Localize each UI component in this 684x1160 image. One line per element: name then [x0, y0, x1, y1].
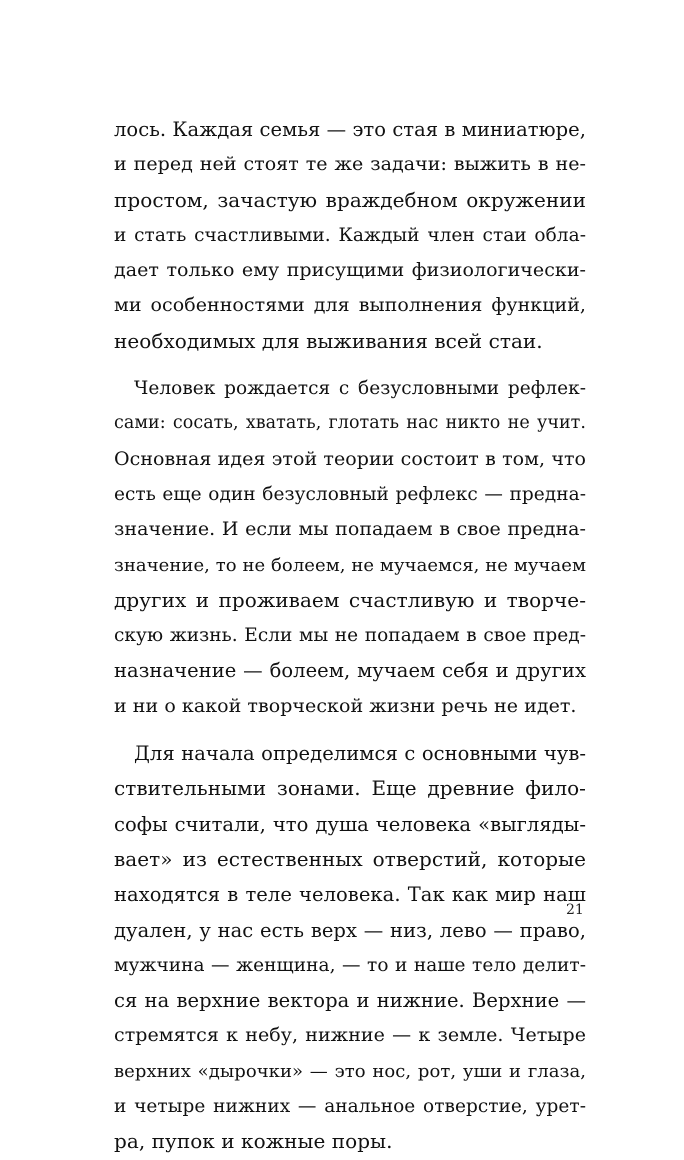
text-line: простом, зачастую враждебном окружении — [114, 187, 586, 212]
text-line: ствительными зонами. Еще древние фило- — [114, 776, 586, 801]
text-line: Человек рождается с безусловными рефлек- — [134, 378, 586, 400]
paragraph-gap — [114, 359, 586, 371]
text-line: сами: сосать, хватать, глотать нас никто не учит. — [114, 413, 586, 434]
text-line: Основная идея этой теории состоит в том, что — [114, 447, 586, 470]
text-line: скую жизнь. Если мы не попадаем в свое пред- — [114, 625, 586, 647]
text-line: лось. Каждая семья — это стая в миниатюре, — [114, 118, 586, 141]
text-line: ся на верхние вектора и нижние. Верхние — — [114, 989, 586, 1013]
text-line: ра, пупок и кожные поры. — [114, 1129, 393, 1154]
text-line: других и проживаем счастливую и творче- — [114, 587, 586, 612]
text-line: необходимых для выживания всей стаи. — [114, 328, 543, 353]
text-line: Для начала определимся с основными чув- — [134, 742, 586, 766]
text-line: значение, то не болеем, не мучаемся, не мучаем — [114, 554, 586, 576]
text-line: находятся в теле человека. Так как мир наш — [114, 883, 586, 907]
text-line: и четыре нижних — анальное отверстие, урет- — [114, 1096, 586, 1118]
text-line: верхних «дырочки» — это нос, рот, уши и глаза, — [114, 1060, 586, 1082]
text-line: дуален, у нас есть верх — низ, лево — право, — [114, 918, 586, 942]
text-line: значение. И если мы попадаем в свое предна- — [114, 518, 586, 541]
text-line: дает только ему присущими физиологически- — [114, 259, 586, 282]
text-line: и стать счастливыми. Каждый член стаи обла- — [114, 224, 586, 246]
page-number: 21 — [566, 902, 584, 918]
text-line: и перед ней стоят те же задачи: выжить в не- — [114, 153, 586, 176]
text-line: софы считали, что душа человека «выгляды- — [114, 812, 586, 836]
text-line: назначение — болеем, мучаем себя и других — [114, 659, 586, 683]
body-text — [114, 112, 586, 1160]
text-line: вает» из естественных отверстий, которые — [114, 846, 586, 871]
text-line: мужчина — женщина, — то и наше тело делит- — [114, 954, 586, 976]
text-line: стремятся к небу, нижние — к земле. Четыре — [114, 1024, 586, 1047]
text-line: и ни о какой творческой жизни речь не идет. — [114, 694, 577, 717]
text-line: ми особенностями для выполнения функций, — [114, 294, 586, 317]
paragraph-gap — [114, 724, 586, 736]
text-line: есть еще один безусловный рефлекс — предна- — [114, 483, 586, 505]
